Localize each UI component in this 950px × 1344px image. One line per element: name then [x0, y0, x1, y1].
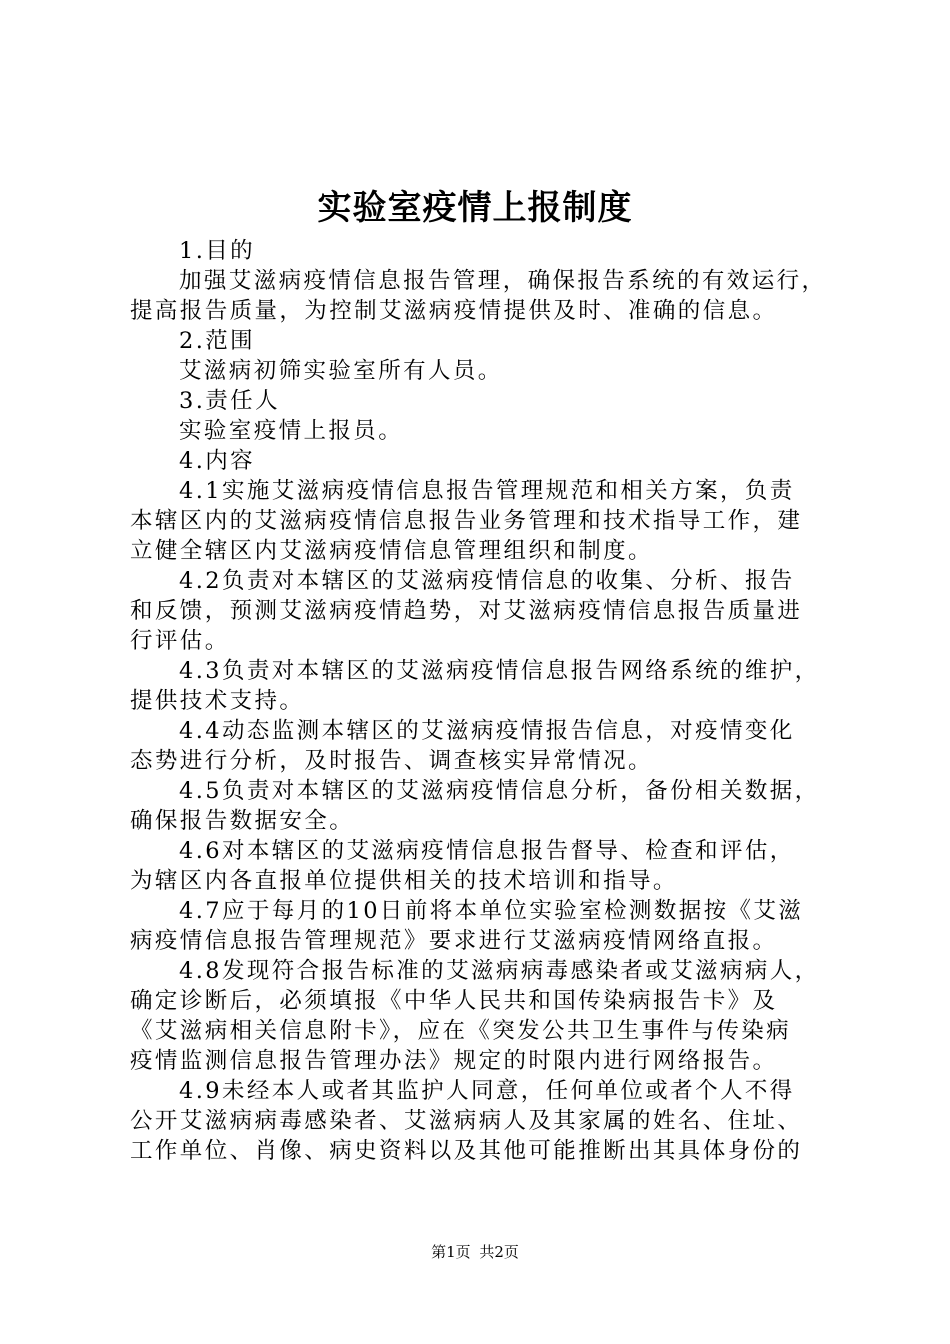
body-line: 4.9未经本人或者其监护人同意，任何单位或者个人不得 — [179, 1078, 795, 1104]
body-line: 立健全辖区内艾滋病疫情信息管理组织和制度。 — [130, 538, 653, 564]
body-line: 4.6对本辖区的艾滋病疫情信息报告督导、检查和评估， — [179, 838, 795, 864]
body-line: 提高报告质量，为控制艾滋病疫情提供及时、准确的信息。 — [130, 298, 778, 324]
body-line: 4.8发现符合报告标准的艾滋病病毒感染者或艾滋病病人， — [179, 958, 820, 984]
body-line: 1.目的 — [179, 238, 256, 264]
body-line: 4.内容 — [179, 448, 256, 474]
body-line: 4.4动态监测本辖区的艾滋病疫情报告信息，对疫情变化 — [179, 718, 795, 744]
body-line: 4.5负责对本辖区的艾滋病疫情信息分析，备份相关数据， — [179, 778, 820, 804]
body-line: 4.1实施艾滋病疫情信息报告管理规范和相关方案，负责 — [179, 478, 795, 504]
body-line: 病疫情信息报告管理规范》要求进行艾滋病疫情网络直报。 — [130, 928, 778, 954]
body-line: 加强艾滋病疫情信息报告管理，确保报告系统的有效运行， — [179, 268, 827, 294]
body-line: 疫情监测信息报告管理办法》规定的时限内进行网络报告。 — [130, 1048, 778, 1074]
body-line: 行评估。 — [130, 628, 230, 654]
body-line: 为辖区内各直报单位提供相关的技术培训和指导。 — [130, 868, 678, 894]
body-line: 4.3负责对本辖区的艾滋病疫情信息报告网络系统的维护， — [179, 658, 820, 684]
body-line: 确定诊断后，必须填报《中华人民共和国传染病报告卡》及 — [130, 988, 778, 1014]
body-line: 本辖区内的艾滋病疫情信息报告业务管理和技术指导工作，建 — [130, 508, 803, 534]
body-line: 工作单位、肖像、病史资料以及其他可能推断出其具体身份的 — [130, 1138, 803, 1164]
body-line: 公开艾滋病病毒感染者、艾滋病病人及其家属的姓名、住址、 — [130, 1108, 803, 1134]
body-line: 实验室疫情上报员。 — [179, 418, 404, 444]
body-line: 提供技术支持。 — [130, 688, 305, 714]
body-line: 确保报告数据安全。 — [130, 808, 355, 834]
document-body — [130, 236, 846, 1166]
body-line: 2.范围 — [179, 328, 256, 354]
body-line: 态势进行分析，及时报告、调查核实异常情况。 — [130, 748, 653, 774]
body-line: 4.7应于每月的10日前将本单位实验室检测数据按《艾滋 — [179, 898, 804, 924]
body-line: 4.2负责对本辖区的艾滋病疫情信息的收集、分析、报告 — [179, 568, 795, 594]
body-line: 和反馈，预测艾滋病疫情趋势，对艾滋病疫情信息报告质量进 — [130, 598, 803, 624]
page-footer — [0, 1242, 950, 1262]
document-title: 实验室疫情上报制度 — [317, 188, 633, 228]
body-line: 艾滋病初筛实验室所有人员。 — [179, 358, 503, 384]
page-total: 共2页 — [479, 1243, 519, 1261]
page-number: 第1页 — [431, 1243, 471, 1261]
body-line: 3.责任人 — [179, 388, 280, 414]
body-line: 《艾滋病相关信息附卡》，应在《突发公共卫生事件与传染病 — [130, 1018, 792, 1044]
